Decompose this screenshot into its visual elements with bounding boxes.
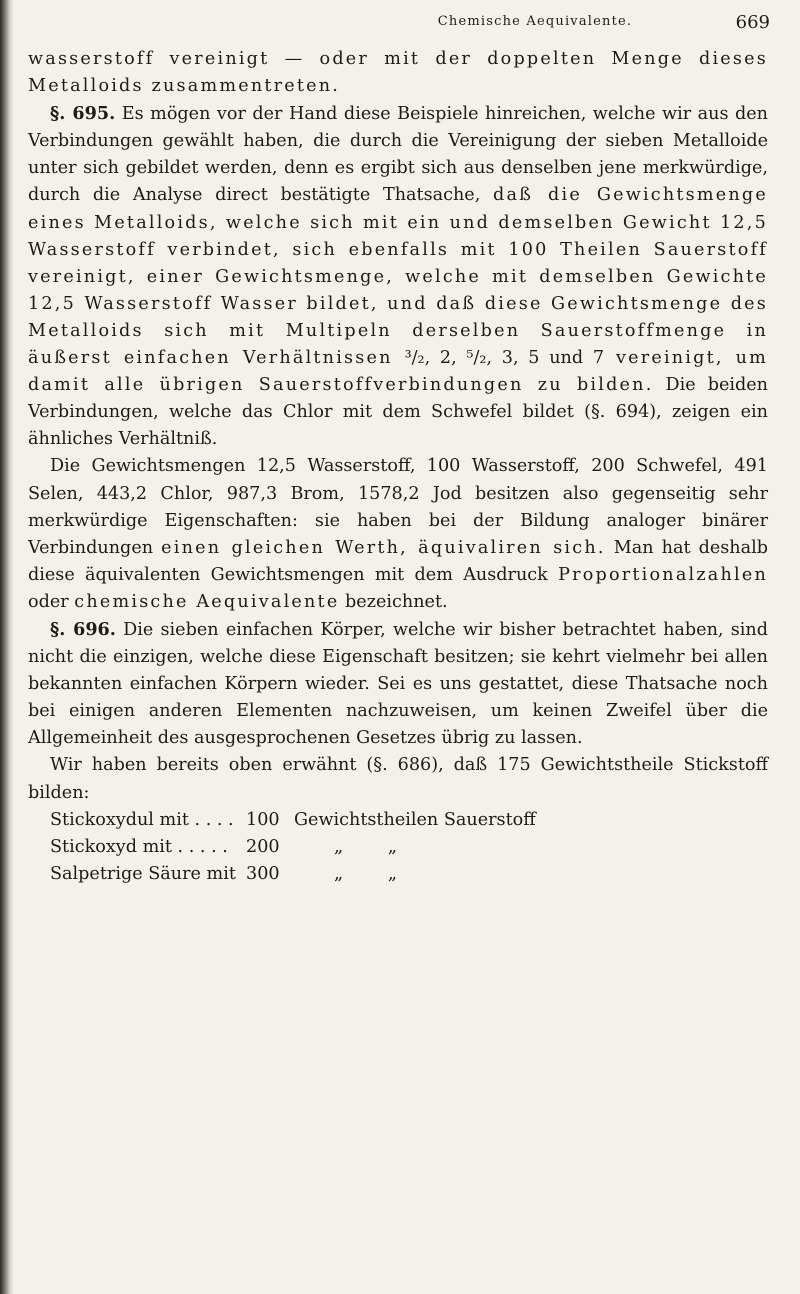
compound-name: Stickoxyd mit . . . . . [50, 836, 228, 857]
compound-list [28, 807, 768, 888]
list-item [50, 834, 768, 861]
text-run: Die beiden Verbindungen, welche das Chlor mit dem Schwefel bildet (§. 694), zeigen ein ähnliches Verhältniß. [28, 375, 769, 450]
text-run: Man hat deshalb diese äquivalenten Gewichtsmengen mit dem Ausdruck [28, 537, 768, 585]
page-header [80, 14, 780, 38]
paragraph-continuation [28, 46, 768, 100]
text-run: bezeichnet. [339, 591, 448, 612]
page-binding-edge [0, 0, 14, 1294]
ratio-sequence: ³/₂, 2, ⁵/₂, 3, 5 und 7 [404, 348, 605, 369]
running-title: Chemische Aequivalente. [437, 14, 633, 29]
compound-name: Stickoxydul mit . . . . [50, 809, 234, 830]
term-chemische-aequivalente: chemische Aequivalente [74, 591, 340, 612]
text-run: Es mögen vor der Hand diese Beispiele hinreichen, welche wir aus den Verbindungen gewählt haben, die durch die Vereinigung der sieben Metalloide unter sich gebildet werden, denn es ergibt sich aus denselben jene merkwürdige, durch die Analyse direct bestätigte Thatsache, [28, 104, 768, 206]
paragraph-section-696 [28, 616, 768, 752]
list-item [50, 861, 768, 888]
compound-value: 200 [246, 836, 280, 857]
term-proportionalzahlen: Proportionalzahlen [558, 564, 768, 585]
compound-name: Salpetrige Säure mit [50, 863, 236, 884]
paragraph-equivalents [28, 453, 768, 616]
compound-unit: Gewichtstheilen Sauerstoff [294, 809, 536, 830]
ditto-marks: „ „ [334, 836, 397, 857]
text-run: Die sieben einfachen Körper, welche wir bisher betrachtet haben, sind nicht die einzigen, welche diese Eigenschaft besitzen; sie kehrt vielmehr bei allen bekannten einfachen Körpern wieder. Sei es uns gestattet, diese Thatsache noch bei einigen anderen Elementen nachzuweisen, um keinen Zweifel über die Allgemeinheit des ausgesprochenen Gesetzes übrig zu lassen. [28, 619, 768, 749]
compound-value: 300 [246, 863, 280, 884]
text-run: oder [28, 591, 75, 612]
ditto-marks: „ „ [334, 863, 397, 884]
text-run: wasserstoff vereinigt — oder mit der doppelten Menge dieses Metalloids zusammentreten. [28, 49, 768, 97]
paragraph-section-695 [28, 100, 768, 453]
spaced-emphasis: vereinigt, um damit alle übrigen Sauerstoffverbindungen zu bilden. [28, 348, 768, 396]
compound-value: 100 [246, 809, 280, 830]
section-number: §. 695. [50, 103, 116, 125]
text-run: Die Gewichtsmengen 12,5 Wasserstoff, 100 Wasserstoff, 200 Schwefel, 491 Selen, 443,2 Chlor, 987,3 Brom, 1578,2 Jod besitzen also gegenseitig sehr merkwürdige Eigenschaften: sie haben bei der Bildung analoger binärer Verbindungen [28, 456, 768, 558]
section-number: §. 696. [50, 618, 116, 640]
paragraph-nitrogen [28, 752, 768, 806]
list-item [50, 807, 768, 834]
page-number: 669 [735, 12, 770, 33]
text-run: Wir haben bereits oben erwähnt (§. 686), daß 175 Gewichtstheile Stickstoff bilden: [28, 755, 768, 803]
spaced-emphasis: daß die Gewichtsmenge eines Metalloids, welche sich mit ein und demselben Gewicht 12,5 Wasserstoff verbindet, sich ebenfalls mit 100 Theilen Sauerstoff vereinigt, einer Gewichtsmenge, welche mit demselben Gewichte 12,5 Wasserstoff Wasser bildet, und daß diese Gewichtsmenge des Metalloids sich mit Multipeln derselben Sauerstoffmenge in äußerst einfachen Verhältnissen [28, 185, 768, 369]
spaced-emphasis: einen gleichen Werth, äquivaliren sich. [161, 537, 606, 558]
body-text [28, 46, 768, 888]
